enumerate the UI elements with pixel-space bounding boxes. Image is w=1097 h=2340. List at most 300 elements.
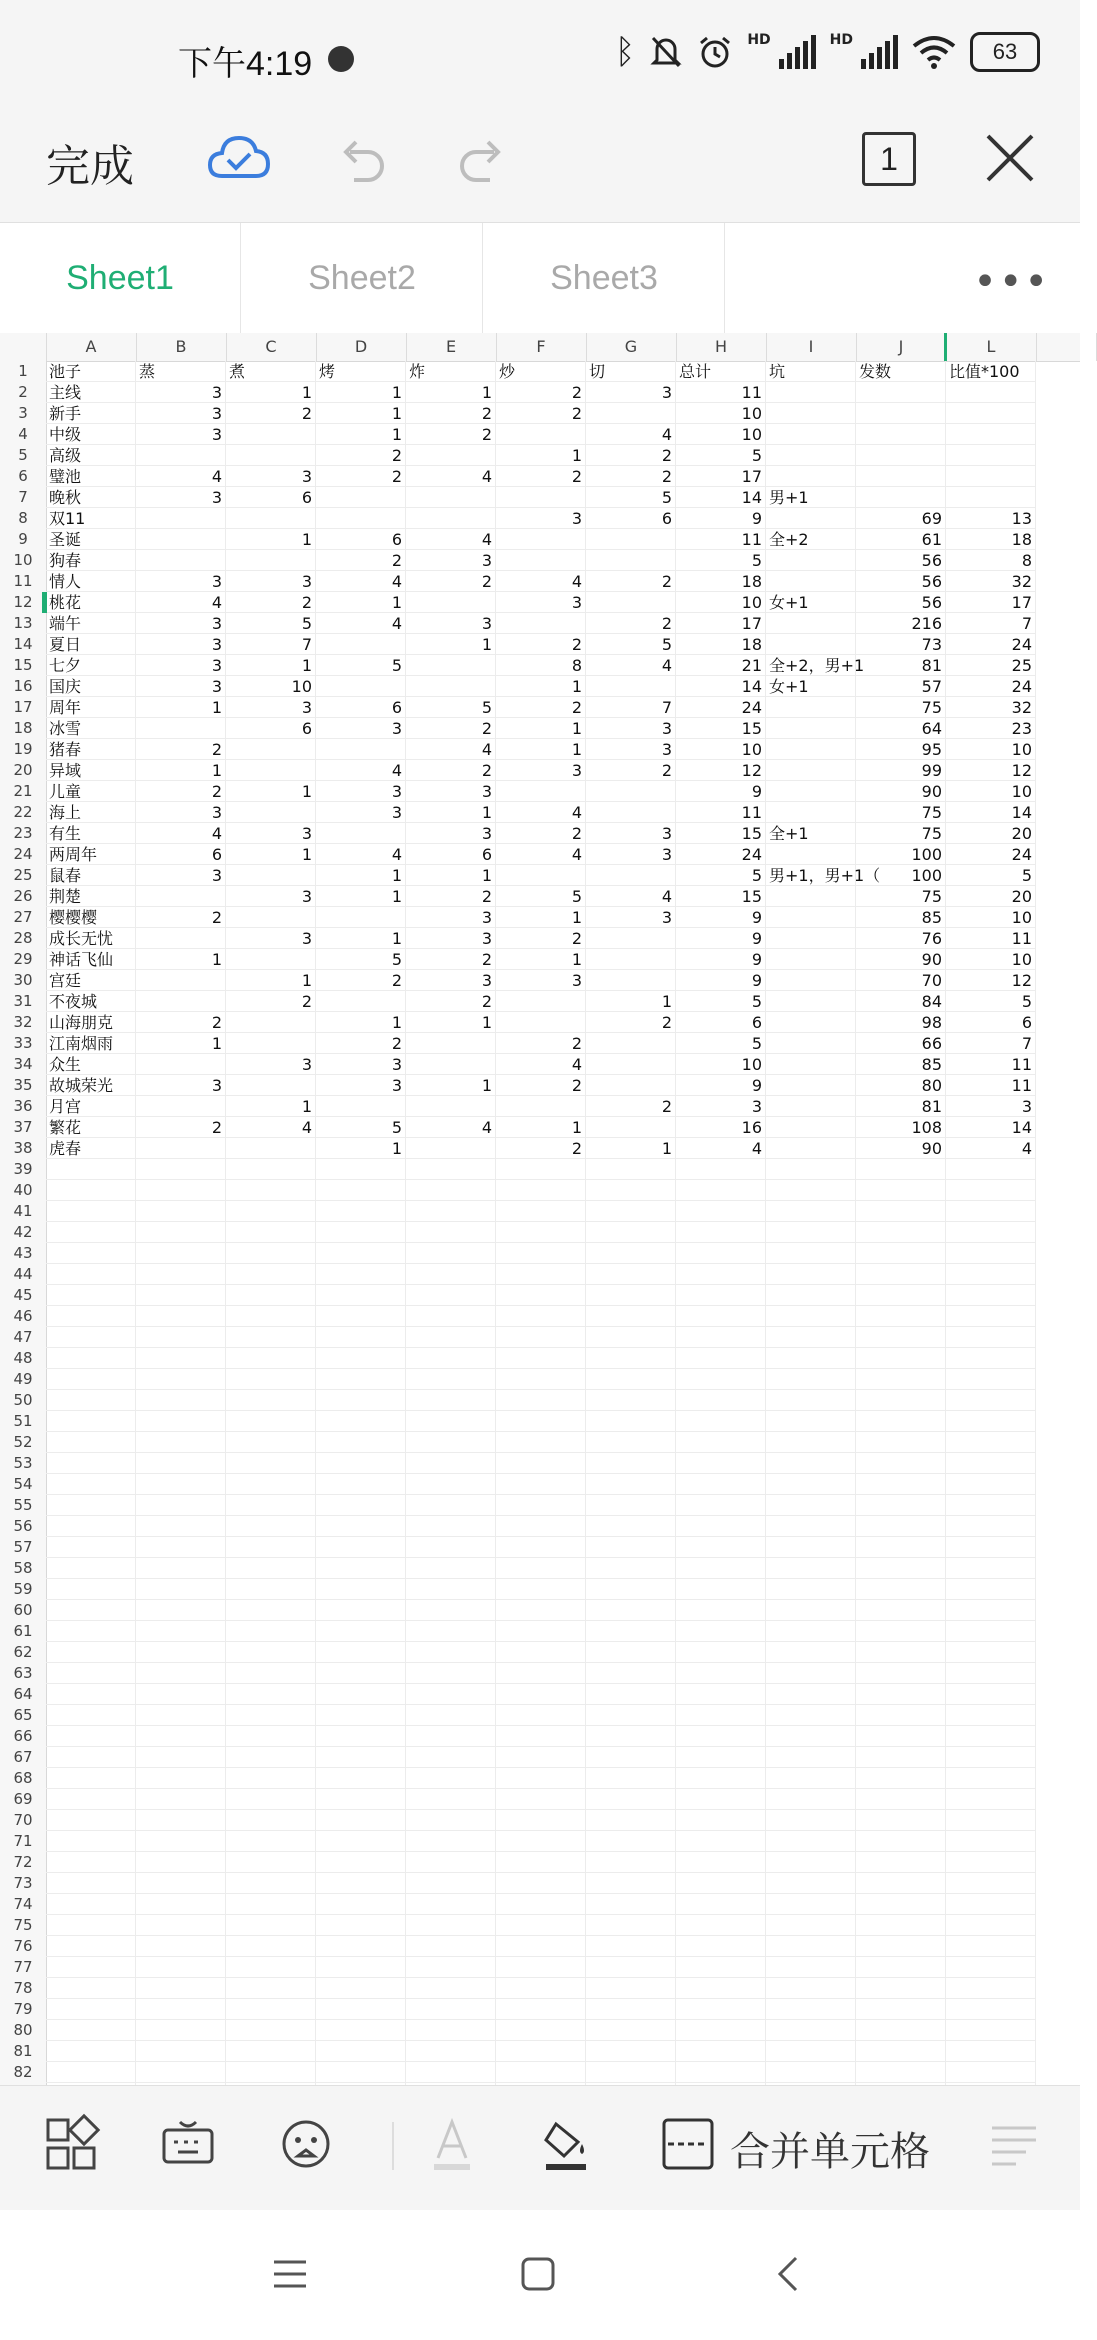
cell[interactable]: 6 (316, 697, 406, 718)
cell[interactable] (496, 2020, 586, 2041)
cell[interactable] (316, 676, 406, 697)
cell[interactable] (676, 1243, 766, 1264)
cell[interactable] (586, 1726, 676, 1747)
cell[interactable]: 75 (856, 802, 946, 823)
cell[interactable]: 69 (856, 508, 946, 529)
merge-cells-icon[interactable] (660, 2114, 716, 2174)
cell[interactable] (136, 1978, 226, 1999)
cell[interactable] (316, 1390, 406, 1411)
cell[interactable] (856, 1936, 946, 1957)
cell[interactable]: 3 (586, 907, 676, 928)
cell[interactable]: 20 (946, 886, 1036, 907)
cell[interactable] (766, 970, 856, 991)
cell[interactable]: 月宫 (46, 1096, 136, 1117)
cell[interactable]: 14 (676, 676, 766, 697)
cell[interactable]: 6 (226, 487, 316, 508)
cell[interactable] (946, 1453, 1036, 1474)
cell[interactable] (766, 1705, 856, 1726)
keyboard-icon[interactable] (160, 2114, 216, 2174)
cell[interactable]: 4 (946, 1138, 1036, 1159)
cell[interactable] (946, 424, 1036, 445)
cell[interactable] (766, 403, 856, 424)
cell[interactable] (136, 1453, 226, 1474)
cell[interactable] (766, 949, 856, 970)
cell[interactable] (46, 1558, 136, 1579)
row-header[interactable]: 62 (0, 1642, 47, 1664)
cell[interactable] (406, 1747, 496, 1768)
cell[interactable] (406, 1537, 496, 1558)
row-header[interactable]: 39 (0, 1159, 47, 1181)
cell[interactable] (406, 1873, 496, 1894)
done-button[interactable]: 完成 (46, 141, 134, 192)
cell[interactable] (406, 1579, 496, 1600)
cell[interactable] (586, 1117, 676, 1138)
cell[interactable]: 17 (676, 466, 766, 487)
cell[interactable] (316, 1894, 406, 1915)
cell[interactable]: 新手 (46, 403, 136, 424)
cell[interactable] (136, 1684, 226, 1705)
cell[interactable]: 樱樱樱 (46, 907, 136, 928)
cell[interactable]: 5 (316, 949, 406, 970)
cell[interactable] (586, 1327, 676, 1348)
cell[interactable]: 烤 (316, 361, 406, 382)
cell[interactable]: 17 (676, 613, 766, 634)
column-header-e[interactable]: E (406, 333, 497, 361)
cell[interactable]: 6 (946, 1012, 1036, 1033)
cell[interactable]: 桃花 (46, 592, 136, 613)
cell[interactable] (766, 1201, 856, 1222)
cell[interactable]: 9 (676, 949, 766, 970)
cell[interactable] (406, 1411, 496, 1432)
cell[interactable] (316, 508, 406, 529)
cell[interactable] (46, 1327, 136, 1348)
cell[interactable] (676, 1663, 766, 1684)
cell[interactable] (856, 1642, 946, 1663)
cell[interactable] (136, 1915, 226, 1936)
cell[interactable]: 2 (496, 1138, 586, 1159)
cell[interactable] (586, 550, 676, 571)
cell[interactable]: 85 (856, 907, 946, 928)
cell[interactable] (226, 1348, 316, 1369)
row-header[interactable]: 25 (0, 865, 47, 887)
cell[interactable]: 2 (406, 991, 496, 1012)
cell[interactable] (136, 1957, 226, 1978)
row-header[interactable]: 17 (0, 697, 47, 719)
cell[interactable]: 2 (586, 613, 676, 634)
cell[interactable] (766, 1936, 856, 1957)
cell[interactable] (316, 1768, 406, 1789)
column-header-i[interactable]: I (766, 333, 857, 361)
cell[interactable] (586, 1747, 676, 1768)
cell[interactable] (136, 1516, 226, 1537)
cell[interactable]: 江南烟雨 (46, 1033, 136, 1054)
cell[interactable] (856, 1957, 946, 1978)
cell[interactable] (496, 1915, 586, 1936)
cell[interactable] (766, 1558, 856, 1579)
cell[interactable] (856, 1201, 946, 1222)
cell[interactable] (766, 697, 856, 718)
cell[interactable]: 20 (946, 823, 1036, 844)
cell[interactable] (586, 1915, 676, 1936)
cell[interactable] (136, 1138, 226, 1159)
cell[interactable]: 8 (496, 655, 586, 676)
cell[interactable]: 3 (136, 571, 226, 592)
cell[interactable]: 2 (586, 760, 676, 781)
cell[interactable]: 4 (586, 424, 676, 445)
cell[interactable] (496, 1474, 586, 1495)
cell[interactable]: 3 (136, 487, 226, 508)
cell[interactable]: 5 (676, 445, 766, 466)
row-header[interactable]: 4 (0, 424, 47, 446)
cell[interactable]: 5 (676, 865, 766, 886)
cell[interactable] (496, 1453, 586, 1474)
cell[interactable] (766, 739, 856, 760)
cell[interactable] (316, 1285, 406, 1306)
cell[interactable] (406, 1432, 496, 1453)
cell[interactable]: 4 (586, 655, 676, 676)
row-header[interactable]: 44 (0, 1264, 47, 1286)
row-header[interactable]: 80 (0, 2020, 47, 2042)
cell[interactable]: 57 (856, 676, 946, 697)
cell[interactable] (226, 1810, 316, 1831)
close-icon[interactable] (982, 130, 1038, 186)
row-header[interactable]: 36 (0, 1096, 47, 1118)
cell[interactable] (676, 2062, 766, 2083)
cell[interactable]: 冰雪 (46, 718, 136, 739)
cell[interactable]: 4 (136, 466, 226, 487)
cell[interactable]: 2 (406, 571, 496, 592)
cell[interactable] (586, 1075, 676, 1096)
cell[interactable] (46, 1474, 136, 1495)
cell[interactable]: 璧池 (46, 466, 136, 487)
cell[interactable] (136, 2041, 226, 2062)
cell[interactable] (46, 1495, 136, 1516)
cell[interactable] (586, 1663, 676, 1684)
cell[interactable]: 1 (496, 718, 586, 739)
cell[interactable] (136, 1306, 226, 1327)
cell[interactable]: 1 (226, 970, 316, 991)
cell[interactable]: 2 (496, 466, 586, 487)
cell[interactable] (406, 1936, 496, 1957)
cell[interactable] (226, 1642, 316, 1663)
row-header[interactable]: 50 (0, 1390, 47, 1412)
cell[interactable] (766, 550, 856, 571)
cell[interactable] (586, 2020, 676, 2041)
cell[interactable] (316, 1705, 406, 1726)
cell[interactable]: 24 (946, 634, 1036, 655)
cell[interactable] (496, 1516, 586, 1537)
cell[interactable] (496, 2062, 586, 2083)
cell[interactable] (766, 718, 856, 739)
cell[interactable] (316, 1474, 406, 1495)
row-header[interactable]: 2 (0, 382, 47, 404)
cell[interactable] (676, 1768, 766, 1789)
cell[interactable]: 故城荣光 (46, 1075, 136, 1096)
cell[interactable] (766, 382, 856, 403)
cell[interactable]: 9 (676, 781, 766, 802)
cell[interactable]: 3 (586, 823, 676, 844)
cell[interactable] (586, 1285, 676, 1306)
cell[interactable] (676, 1684, 766, 1705)
cell[interactable]: 73 (856, 634, 946, 655)
cell[interactable] (766, 1012, 856, 1033)
cell[interactable]: 24 (676, 697, 766, 718)
cell[interactable] (226, 1957, 316, 1978)
cell[interactable] (856, 403, 946, 424)
cell[interactable] (316, 1789, 406, 1810)
cell[interactable] (46, 1222, 136, 1243)
cell[interactable] (676, 1831, 766, 1852)
redo-icon[interactable] (454, 132, 510, 188)
spreadsheet-grid[interactable] (0, 333, 1080, 2085)
cell[interactable] (226, 907, 316, 928)
cell[interactable] (856, 1600, 946, 1621)
cell[interactable] (856, 1810, 946, 1831)
cell[interactable]: 宫廷 (46, 970, 136, 991)
cell[interactable] (766, 1159, 856, 1180)
cell[interactable]: 56 (856, 571, 946, 592)
cell[interactable] (226, 1369, 316, 1390)
cell[interactable]: 3 (316, 1054, 406, 1075)
cell[interactable] (766, 2041, 856, 2062)
cell[interactable] (676, 1411, 766, 1432)
cell[interactable]: 5 (406, 697, 496, 718)
cell[interactable]: 2 (496, 382, 586, 403)
cell[interactable] (496, 1621, 586, 1642)
cell[interactable] (946, 1684, 1036, 1705)
cell[interactable] (136, 1789, 226, 1810)
cell[interactable] (46, 1936, 136, 1957)
cell[interactable] (406, 1810, 496, 1831)
cell[interactable] (496, 1999, 586, 2020)
cell[interactable] (856, 1999, 946, 2020)
cell[interactable] (496, 1180, 586, 1201)
row-header[interactable]: 72 (0, 1852, 47, 1874)
cell[interactable] (856, 1327, 946, 1348)
cell[interactable] (676, 1852, 766, 1873)
cell[interactable] (46, 2041, 136, 2062)
cell[interactable] (586, 1978, 676, 1999)
cell[interactable] (406, 1180, 496, 1201)
cell[interactable] (586, 1453, 676, 1474)
cell[interactable] (136, 1852, 226, 1873)
cell[interactable] (136, 445, 226, 466)
cell[interactable] (226, 760, 316, 781)
cell[interactable] (676, 1642, 766, 1663)
cell[interactable] (226, 1831, 316, 1852)
cell[interactable] (946, 445, 1036, 466)
cell[interactable] (46, 1516, 136, 1537)
cell[interactable] (316, 1558, 406, 1579)
cell[interactable] (316, 1915, 406, 1936)
cell[interactable]: 池子 (46, 361, 136, 382)
cell[interactable]: 3 (406, 781, 496, 802)
cell[interactable]: 山海朋克 (46, 1012, 136, 1033)
cell[interactable] (946, 403, 1036, 424)
cell[interactable] (226, 550, 316, 571)
cell[interactable] (766, 1285, 856, 1306)
cell[interactable] (226, 1789, 316, 1810)
row-header[interactable]: 75 (0, 1915, 47, 1937)
cell[interactable]: 9 (676, 907, 766, 928)
cell[interactable] (766, 1999, 856, 2020)
cell[interactable] (46, 1789, 136, 1810)
row-header[interactable]: 40 (0, 1180, 47, 1202)
row-header[interactable]: 52 (0, 1432, 47, 1454)
cell[interactable]: 12 (946, 970, 1036, 991)
cell[interactable]: 1 (316, 928, 406, 949)
cell[interactable] (406, 1159, 496, 1180)
cell[interactable] (946, 1789, 1036, 1810)
cell[interactable]: 5 (946, 865, 1036, 886)
cell[interactable] (496, 1285, 586, 1306)
cell[interactable] (406, 1852, 496, 1873)
cell[interactable] (766, 1957, 856, 1978)
cell[interactable] (676, 2041, 766, 2062)
cell[interactable] (136, 1936, 226, 1957)
cell[interactable]: 3 (226, 1054, 316, 1075)
cell[interactable] (946, 2041, 1036, 2062)
cell[interactable] (766, 634, 856, 655)
cell[interactable] (406, 1621, 496, 1642)
cell[interactable] (226, 1201, 316, 1222)
cell[interactable] (676, 1999, 766, 2020)
cell[interactable]: 3 (496, 760, 586, 781)
cell[interactable]: 6 (676, 1012, 766, 1033)
cell[interactable] (586, 1033, 676, 1054)
cell[interactable]: 2 (406, 949, 496, 970)
cell[interactable] (946, 2062, 1036, 2083)
cell[interactable] (676, 1621, 766, 1642)
cell[interactable]: 75 (856, 823, 946, 844)
cell[interactable]: 1 (316, 1138, 406, 1159)
cell[interactable] (676, 1453, 766, 1474)
cell[interactable] (946, 1558, 1036, 1579)
cell[interactable] (316, 1747, 406, 1768)
cell[interactable]: 1 (406, 802, 496, 823)
cell[interactable] (46, 1768, 136, 1789)
cell[interactable] (586, 1159, 676, 1180)
undo-icon[interactable] (334, 132, 390, 188)
cell[interactable] (766, 1222, 856, 1243)
cell[interactable]: 2 (136, 739, 226, 760)
cell[interactable]: 3 (406, 550, 496, 571)
row-header[interactable]: 42 (0, 1222, 47, 1244)
cell[interactable] (496, 1495, 586, 1516)
cell[interactable] (946, 1411, 1036, 1432)
cell[interactable]: 3 (946, 1096, 1036, 1117)
cell[interactable]: 3 (406, 970, 496, 991)
cell[interactable] (46, 1810, 136, 1831)
cell[interactable] (406, 1033, 496, 1054)
cell[interactable]: 高级 (46, 445, 136, 466)
cell[interactable] (856, 1831, 946, 1852)
cell[interactable]: 13 (946, 508, 1036, 529)
row-header[interactable]: 81 (0, 2041, 47, 2063)
row-header[interactable]: 8 (0, 508, 47, 530)
cell[interactable] (676, 1579, 766, 1600)
row-header[interactable]: 21 (0, 781, 47, 803)
row-header[interactable]: 11 (0, 571, 47, 593)
cell[interactable] (226, 1453, 316, 1474)
cell[interactable] (226, 1138, 316, 1159)
row-header[interactable]: 13 (0, 613, 47, 635)
cell[interactable] (406, 508, 496, 529)
cell[interactable] (46, 1747, 136, 1768)
cell[interactable] (766, 1810, 856, 1831)
cell[interactable] (856, 1768, 946, 1789)
cell[interactable] (676, 1348, 766, 1369)
row-header[interactable]: 33 (0, 1033, 47, 1055)
cell[interactable]: 猪春 (46, 739, 136, 760)
cell[interactable] (766, 991, 856, 1012)
cell[interactable] (856, 1516, 946, 1537)
cell[interactable] (856, 1978, 946, 1999)
cell[interactable] (856, 1873, 946, 1894)
cell[interactable] (46, 1705, 136, 1726)
cell[interactable]: 2 (496, 1075, 586, 1096)
cell[interactable] (136, 1558, 226, 1579)
cell[interactable] (856, 424, 946, 445)
cell[interactable]: 3 (136, 865, 226, 886)
cell[interactable] (226, 1894, 316, 1915)
cell[interactable] (406, 1789, 496, 1810)
cell[interactable] (406, 1369, 496, 1390)
cell[interactable]: 5 (496, 886, 586, 907)
cell[interactable] (406, 1684, 496, 1705)
cell[interactable] (226, 2041, 316, 2062)
cell[interactable] (946, 1978, 1036, 1999)
cell[interactable] (856, 382, 946, 403)
cell[interactable]: 1 (496, 907, 586, 928)
cell[interactable] (136, 1705, 226, 1726)
cell[interactable] (676, 1201, 766, 1222)
cell[interactable]: 晚秋 (46, 487, 136, 508)
cell[interactable] (856, 1222, 946, 1243)
cell[interactable] (226, 1264, 316, 1285)
cell[interactable] (406, 1348, 496, 1369)
apps-grid-icon[interactable] (44, 2114, 100, 2174)
cell[interactable]: 3 (136, 802, 226, 823)
cell[interactable] (46, 1201, 136, 1222)
cell[interactable] (586, 1789, 676, 1810)
cell[interactable] (946, 1768, 1036, 1789)
cell[interactable]: 25 (946, 655, 1036, 676)
cell[interactable] (136, 1663, 226, 1684)
cell[interactable]: 中级 (46, 424, 136, 445)
cell[interactable] (316, 1684, 406, 1705)
cell[interactable] (676, 1978, 766, 1999)
cell[interactable] (766, 1096, 856, 1117)
cell[interactable]: 1 (136, 1033, 226, 1054)
cell[interactable] (766, 1579, 856, 1600)
cell[interactable] (316, 1579, 406, 1600)
column-header-d[interactable]: D (316, 333, 407, 361)
tab-sheet2[interactable]: Sheet2 (242, 223, 483, 333)
cell[interactable] (136, 508, 226, 529)
cell[interactable]: 11 (946, 928, 1036, 949)
cell[interactable] (316, 1453, 406, 1474)
cell[interactable]: 4 (316, 844, 406, 865)
cell[interactable] (586, 1957, 676, 1978)
cell[interactable]: 9 (676, 508, 766, 529)
cell[interactable]: 5 (316, 655, 406, 676)
cell[interactable] (946, 1705, 1036, 1726)
cell[interactable] (766, 1390, 856, 1411)
cell[interactable]: 端午 (46, 613, 136, 634)
cell[interactable]: 3 (136, 655, 226, 676)
row-header[interactable]: 64 (0, 1684, 47, 1706)
